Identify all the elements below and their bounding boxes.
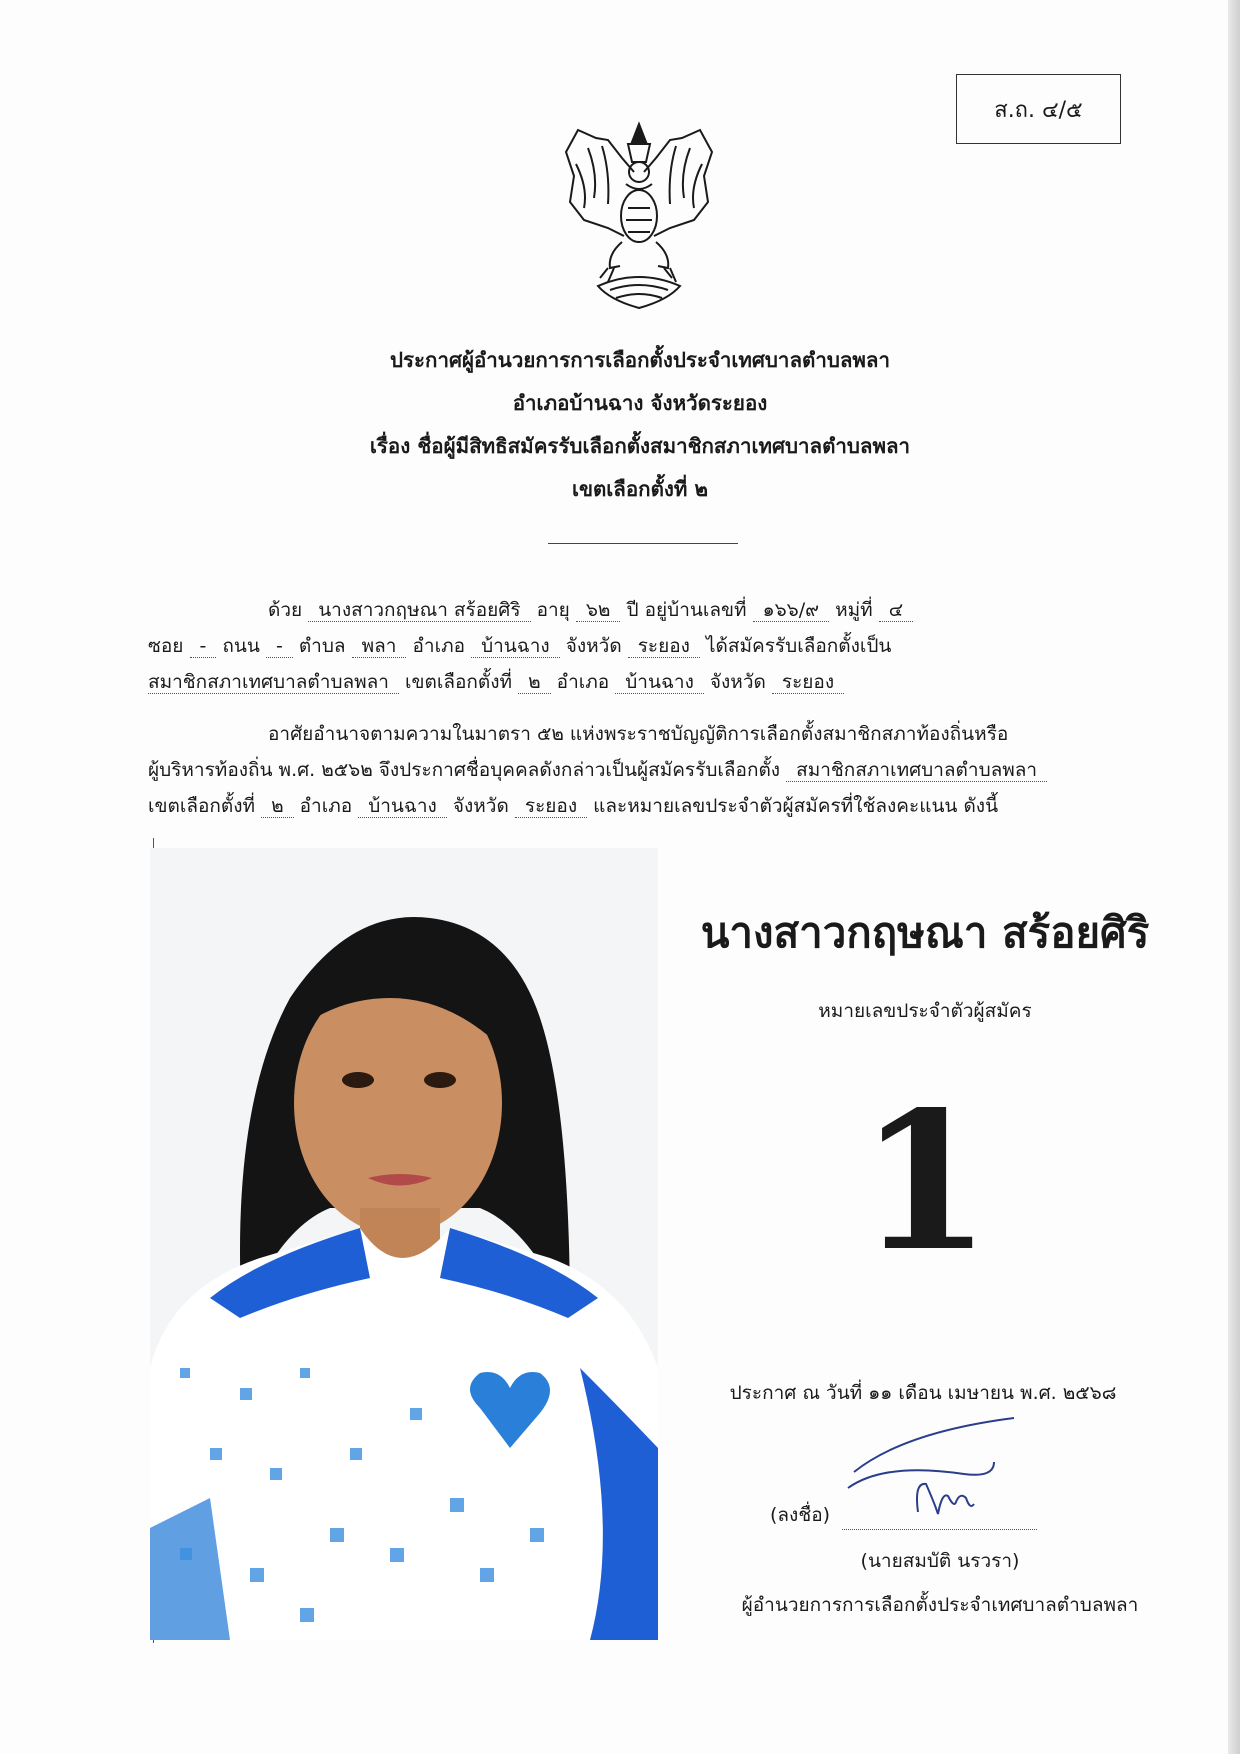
text: อำเภอ [556,671,610,693]
field-position: สมาชิกสภาเทศบาลตำบลพลา [148,671,399,694]
paragraph-1 [148,592,1108,700]
candidate-number-label: หมายเลขประจำตัวผู้สมัคร [818,1000,1032,1022]
text: ด้วย [268,599,303,621]
heading-line-2: อำเภอบ้านฉาง จังหวัดระยอง [512,391,768,415]
text: อำเภอ [299,795,353,817]
field-age: ๖๒ [576,599,621,622]
text: ได้สมัครรับเลือกตั้งเป็น [706,635,892,657]
text: จังหวัด [709,671,766,693]
paragraph-2 [148,716,1108,824]
field-tambon: พลา [352,635,407,658]
signature-row [770,1500,1150,1530]
field-amphoe: บ้านฉาง [358,795,447,818]
heading-line-1: ประกาศผู้อำนวยการการเลือกตั้งประจำเทศบาลตำบลพลา [390,348,890,372]
field-amphoe-2: บ้านฉาง [615,671,704,694]
text: และหมายเลขประจำตัวผู้สมัครที่ใช้ลงคะแนน ดังนี้ [593,795,999,817]
text: เขตเลือกตั้งที่ [148,795,256,817]
field-soi: - [190,635,217,658]
text: อายุ [536,599,570,621]
field-road: - [266,635,293,658]
candidate-photo [150,848,658,1640]
text: อำเภอ [412,635,466,657]
text: หมู่ที่ [835,599,873,621]
text: ถนน [222,635,260,657]
para2-line-1: อาศัยอำนาจตามความในมาตรา ๕๒ แห่งพระราชบัญญัติการเลือกตั้งสมาชิกสภาท้องถิ่นหรือ [268,723,1009,745]
text: ตำบล [298,635,346,657]
heading-divider [548,543,738,544]
field-district-no: ๒ [518,671,551,694]
field-province-2: ระยอง [772,671,844,694]
field-amphoe: บ้านฉาง [471,635,560,658]
page-edge [1228,0,1240,1754]
text: จังหวัด [452,795,509,817]
field-name: นางสาวกฤษณา สร้อยศิริ [308,599,530,622]
candidate-number: 1 [858,1070,992,1293]
field-moo: ๔ [879,599,913,622]
signer-name: (นายสมบัติ นรวรา) [860,1550,1020,1572]
heading-subject: เรื่อง ชื่อผู้มีสิทธิสมัครรับเลือกตั้งสมาชิกสภาเทศบาลตำบลพลา [369,434,911,458]
text: ปี อยู่บ้านเลขที่ [626,599,747,621]
field-province: ระยอง [515,795,587,818]
form-code: ส.ถ. ๔/๕ [994,97,1083,123]
signature-line [842,1529,1037,1530]
text: ซอย [148,635,184,657]
field-district-no: ๒ [261,795,294,818]
announcement-date: ประกาศ ณ วันที่ ๑๑ เดือน เมษายน พ.ศ. ๒๕๖๘ [729,1382,1117,1404]
garuda-emblem-icon [548,118,730,314]
sign-label: (ลงชื่อ) [770,1504,831,1526]
text: เขตเลือกตั้งที่ [405,671,513,693]
text: ผู้บริหารท้องถิ่น พ.ศ. ๒๕๖๒ จึงประกาศชื่อบุคคลดังกล่าวเป็นผู้สมัครรับเลือกตั้ง [148,759,781,781]
field-house-no: ๑๖๖/๙ [753,599,830,622]
field-province: ระยอง [628,635,700,658]
signer-position: ผู้อำนวยการการเลือกตั้งประจำเทศบาลตำบลพลา [741,1594,1139,1616]
form-code-box [956,74,1121,144]
text: จังหวัด [565,635,622,657]
candidate-name: นางสาวกฤษณา สร้อยศิริ [700,908,1150,957]
field-position: สมาชิกสภาเทศบาลตำบลพลา [786,759,1047,782]
heading-district: เขตเลือกตั้งที่ ๒ [571,477,709,501]
